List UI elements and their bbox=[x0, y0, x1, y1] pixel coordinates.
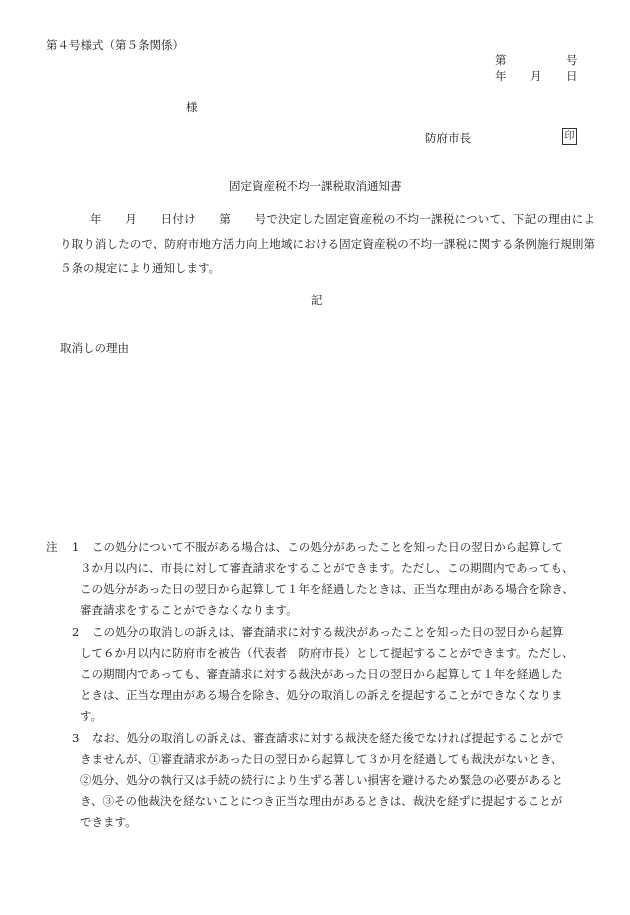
note-line: ３か月以内に、市長に対して審査請求をすることができます。ただし、この期間内であっても、 bbox=[80, 561, 574, 575]
note-line: きませんが、①審査請求があった日の翌日から起算して３か月を経過しても裁決がないとき、 bbox=[80, 752, 563, 766]
addressee-suffix: 様 bbox=[186, 100, 198, 114]
reason-label: 取消しの理由 bbox=[60, 341, 129, 355]
note-line: この処分の取消しの訴えは、審査請求に対する裁決があったことを知った日の翌日から起算 bbox=[92, 625, 564, 639]
ki-heading: 記 bbox=[311, 293, 323, 307]
note-line: この期間内であっても、審査請求に対する裁決があった日の翌日から起算して１年を経過した bbox=[80, 667, 563, 681]
number-suffix: 号 bbox=[566, 53, 578, 67]
note-line: す。 bbox=[80, 709, 103, 723]
notes-section bbox=[46, 537, 601, 834]
document-title: 固定資産税不均一課税取消通知書 bbox=[229, 179, 402, 193]
note-item bbox=[46, 622, 601, 727]
document-number-date-block bbox=[495, 52, 578, 84]
notes-label: 注 bbox=[46, 540, 58, 554]
number-prefix: 第 bbox=[495, 53, 507, 67]
document-number-row bbox=[495, 52, 578, 68]
body-paragraph: 年 月 日付け 第 号で決定した固定資産税の不均一課税について、下記の理由により取り消したので、防府市地方活力向上地域における固定資産税の不均一課税に関する条例施行規則第５条の規定により通知します。 bbox=[60, 212, 595, 275]
date-day: 日 bbox=[566, 69, 578, 83]
seal-mark: 印 bbox=[562, 128, 577, 145]
note-line: 審査請求をすることができなくなります。 bbox=[80, 603, 298, 617]
note-number: 3 bbox=[72, 731, 80, 745]
note-item bbox=[46, 537, 601, 621]
note-line: ときは、正当な理由がある場合を除き、処分の取消しの訴えを提起することができなくなりま bbox=[80, 688, 563, 702]
note-line: この処分があった日の翌日から起算して１年を経過したときは、正当な理由がある場合を除き、 bbox=[80, 582, 574, 596]
note-line: き、③その他裁決を経ないことにつき正当な理由があるときは、裁決を経ずに提起することが bbox=[80, 794, 563, 808]
note-line: して６か月以内に防府市を被告（代表者 防府市長）として提起することができます。ただし、 bbox=[80, 646, 574, 660]
form-number: 第４号様式（第５条関係） bbox=[46, 38, 184, 52]
date-row bbox=[495, 68, 578, 84]
note-number: 1 bbox=[72, 540, 80, 554]
note-line: この処分について不服がある場合は、この処分があったことを知った日の翌日から起算して bbox=[92, 540, 564, 554]
note-item bbox=[46, 728, 601, 833]
sender-name: 防府市長 bbox=[425, 131, 471, 145]
note-number: 2 bbox=[72, 625, 80, 639]
date-month: 月 bbox=[530, 69, 542, 83]
note-line: ②処分、処分の執行又は手続の続行により生ずる著しい損害を避けるため緊急の必要があると bbox=[80, 773, 563, 787]
note-line: できます。 bbox=[80, 815, 137, 829]
note-line: なお、処分の取消しの訴えは、審査請求に対する裁決を経た後でなければ提起することがで bbox=[92, 731, 564, 745]
date-year: 年 bbox=[495, 69, 507, 83]
